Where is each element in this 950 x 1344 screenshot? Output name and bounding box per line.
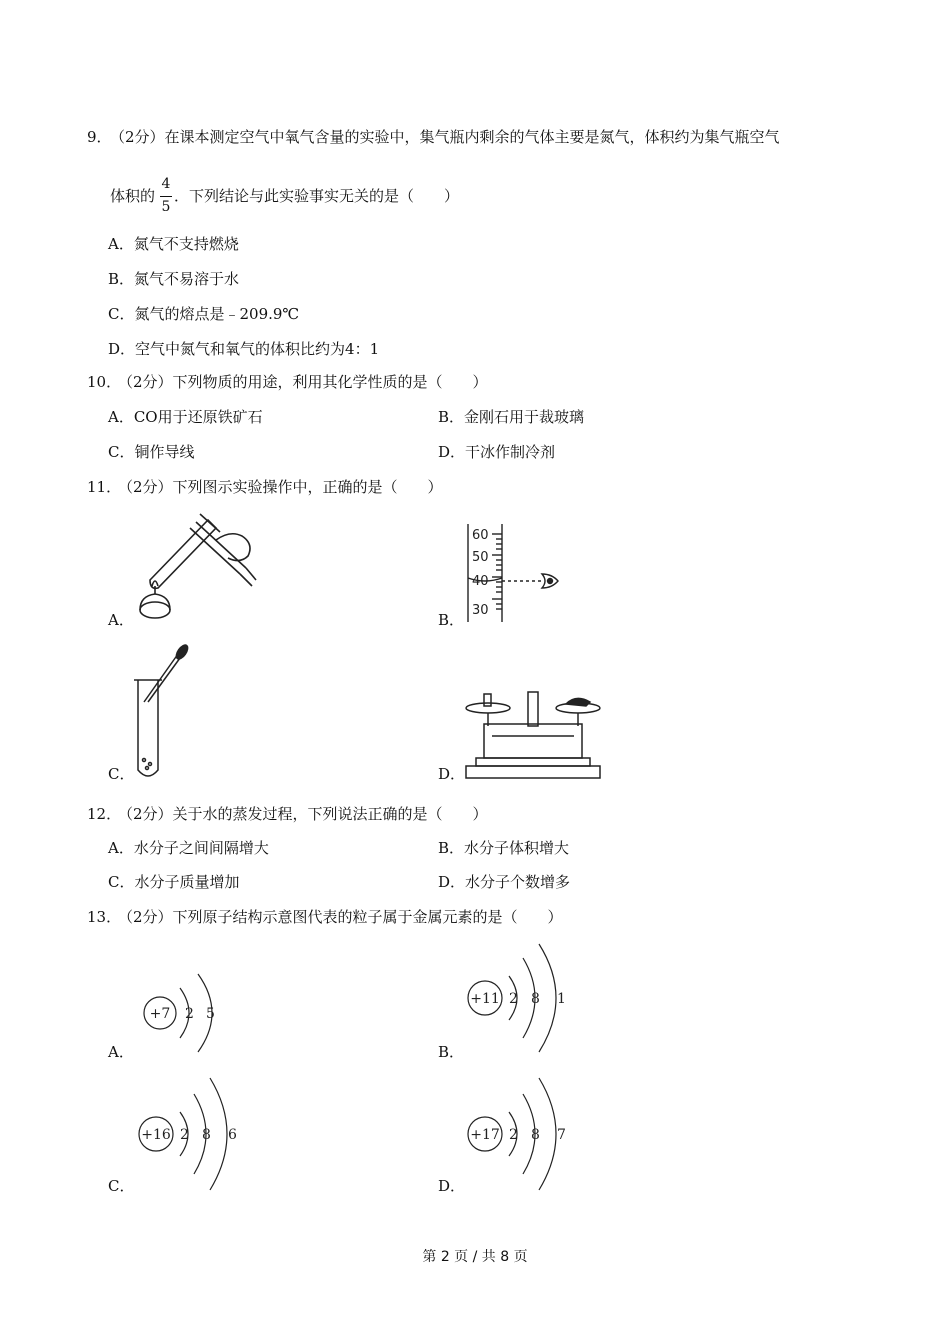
- q13-label-b: B．: [438, 1043, 465, 1061]
- fraction-numerator: 4: [161, 176, 171, 192]
- nucleus-charge-b: +11: [470, 991, 500, 1007]
- shell-d-3: 7: [557, 1127, 566, 1143]
- shell-a-2: 5: [206, 1006, 215, 1022]
- fraction-bar: [160, 196, 172, 197]
- nucleus-charge-c: +16: [141, 1127, 171, 1143]
- balance-figure: [462, 686, 604, 782]
- q11-label-a: A．: [108, 611, 134, 629]
- q10-stem: （2分）下列物质的用途，利用其化学性质的是（ ）: [118, 373, 488, 391]
- cylinder-tick-40: 40: [472, 574, 489, 589]
- q12-option-b: B．水分子体积增大: [438, 839, 570, 857]
- shell-c-1: 2: [180, 1127, 189, 1143]
- q12-option-a: A．水分子之间间隔增大: [108, 839, 269, 857]
- q13-label-d: D．: [438, 1177, 466, 1195]
- q9-option-a: A．氮气不支持燃烧: [108, 235, 239, 253]
- shell-d-2: 8: [531, 1127, 540, 1143]
- q10-number: 10．: [87, 373, 122, 391]
- q10-option-a: A．CO用于还原铁矿石: [108, 408, 263, 426]
- graduated-cylinder-figure: [460, 522, 570, 624]
- q10-option-d: D．干冰作制冷剂: [438, 443, 556, 461]
- page-footer: 第 2 页 / 共 8 页: [422, 1249, 528, 1265]
- cylinder-tick-50: 50: [472, 550, 489, 565]
- atom-diagram-d: [465, 1074, 575, 1194]
- dropper-test-tube-figure: [130, 640, 200, 785]
- shell-c-3: 6: [228, 1127, 237, 1143]
- q12-option-d: D．水分子个数增多: [438, 873, 571, 891]
- nucleus-charge-d: +17: [470, 1127, 500, 1143]
- q9-option-c: C．氮气的熔点是﹣209.9℃: [108, 305, 300, 323]
- q9-stem-cont: 体积的: [110, 187, 156, 205]
- q11-stem: （2分）下列图示实验操作中，正确的是（ ）: [118, 478, 443, 496]
- q9-number: 9．: [87, 128, 112, 146]
- q9-option-b: B．氮气不易溶于水: [108, 270, 240, 288]
- q12-number: 12．: [87, 805, 122, 823]
- q11-label-d: D．: [438, 765, 466, 783]
- cylinder-tick-60: 60: [472, 528, 489, 543]
- q9-stem: （2分）在课本测定空气中氧气含量的实验中，集气瓶内剩余的气体主要是氮气，体积约为集气瓶空气: [110, 128, 780, 146]
- heating-test-tube-figure: [130, 510, 260, 630]
- shell-c-2: 8: [202, 1127, 211, 1143]
- shell-b-3: 1: [557, 991, 566, 1007]
- q13-label-c: C．: [108, 1177, 135, 1195]
- q13-label-a: A．: [108, 1043, 134, 1061]
- q9-stem-suffix: ．下列结论与此实验事实无关的是（ ）: [174, 187, 460, 205]
- q13-stem: （2分）下列原子结构示意图代表的粒子属于金属元素的是（ ）: [118, 908, 563, 926]
- q10-option-b: B．金刚石用于裁玻璃: [438, 408, 585, 426]
- atom-diagram-a: [140, 970, 230, 1060]
- shell-b-2: 8: [531, 991, 540, 1007]
- fraction-denominator: 5: [161, 199, 171, 215]
- nucleus-charge-a: +7: [149, 1006, 171, 1022]
- cylinder-tick-30: 30: [472, 603, 489, 618]
- q10-option-c: C．铜作导线: [108, 443, 195, 461]
- q11-label-c: C．: [108, 765, 135, 783]
- shell-d-1: 2: [509, 1127, 518, 1143]
- q9-option-d: D．空气中氮气和氧气的体积比约为4：1: [108, 340, 380, 358]
- q12-stem: （2分）关于水的蒸发过程，下列说法正确的是（ ）: [118, 805, 488, 823]
- q11-number: 11．: [87, 478, 122, 496]
- q11-label-b: B．: [438, 611, 465, 629]
- atom-diagram-c: [136, 1074, 246, 1194]
- q12-option-c: C．水分子质量增加: [108, 873, 240, 891]
- q13-number: 13．: [87, 908, 122, 926]
- shell-a-1: 2: [185, 1006, 194, 1022]
- atom-diagram-b: [465, 940, 575, 1060]
- shell-b-1: 2: [509, 991, 518, 1007]
